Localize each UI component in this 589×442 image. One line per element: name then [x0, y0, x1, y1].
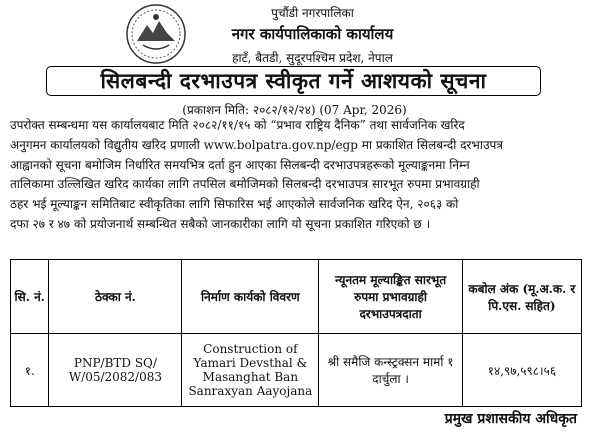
table-row — [11, 334, 582, 407]
publish-date: (प्रकाशन मिति: २०८२/१२/२४) (07 Apr, 2026) — [182, 103, 407, 117]
col-header-description: निर्माण कार्यको विवरण — [182, 260, 319, 334]
bid-table — [10, 259, 582, 407]
office-name: नगर कार्यपालिकाको कार्यालय — [231, 25, 394, 43]
col-header-sn: सि. नं. — [11, 260, 49, 334]
municipality-name: पुर्चौडी नगरपालिका — [271, 6, 354, 20]
office-address: हाटँ, बैतडी, सुदूरपश्चिम प्रदेश, नेपाल — [232, 51, 393, 65]
cell-amount: १४,९७,५९८।५६ — [462, 334, 581, 407]
table-header-row — [11, 260, 582, 334]
body-line: अनुगमन कार्यालयको विद्युतीय खरिद प्रणाली www.bolpatra.gov.np/egp मा प्रकाशित सिलबन्दी दरभाउपत्र — [10, 137, 503, 152]
notice-title: सिलबन्दी दरभाउपत्र स्वीकृत गर्ने आशयको सूचना — [46, 66, 541, 96]
col-header-bidder: न्यूनतम मूल्याङ्कित सारभूत रुपमा प्रभावग्राही दरभाउपत्रदाता — [319, 260, 462, 334]
body-line: उपरोक्त सम्बन्धमा यस कार्यालयबाट मिति २०८२/११/१५ को “प्रभाव राष्ट्रिय दैनिक” तथा सार्वजनिक खरिद — [10, 118, 465, 132]
body-line: दफा २७ र ४७ को प्रयोजनार्थ सम्बन्धित सबैको जानकारीका लागि यो सूचना प्रकाशित गरिएको छ । — [10, 216, 431, 231]
cell-sn: १. — [11, 334, 49, 407]
signature-title: प्रमुख प्रशासकीय अधिकृत — [444, 411, 577, 427]
cell-description: Construction of Yamari Devsthal & Masanghat Ban Sanraxyan Aayojana — [182, 334, 319, 407]
body-line: ठहर भई मूल्याङ्कन समितिबाट स्वीकृतिका लागि सिफारिस भई आएकोले सार्वजनिक खरिद ऐन, २०६३ को — [10, 197, 459, 212]
cell-contract-no: PNP/BTD SQ/ W/05/2082/083 — [49, 334, 182, 407]
col-header-amount: कबोल अंक (मू.अ.क. र पि.एस. सहित) — [462, 260, 581, 334]
col-header-contract-no: ठेक्का नं. — [49, 260, 182, 334]
body-line: आह्वानको सूचना बमोजिम निर्धारित समयभित्र दर्ता हुन आएका सिलबन्दी दरभाउपत्रहरूको मूल्याङ्कनमा निम्न — [10, 157, 470, 172]
cell-bidder: श्री समैजि कन्स्ट्रक्सन मार्मा १ दार्चुला । — [319, 334, 462, 407]
notice-body — [10, 116, 582, 235]
body-line: तालिकामा उल्लिखित खरिद कार्यका लागि तपसिल बमोजिमको सिलबन्दी दरभाउपत्र सारभूत रुपमा प्रभावग्राही — [10, 177, 480, 192]
